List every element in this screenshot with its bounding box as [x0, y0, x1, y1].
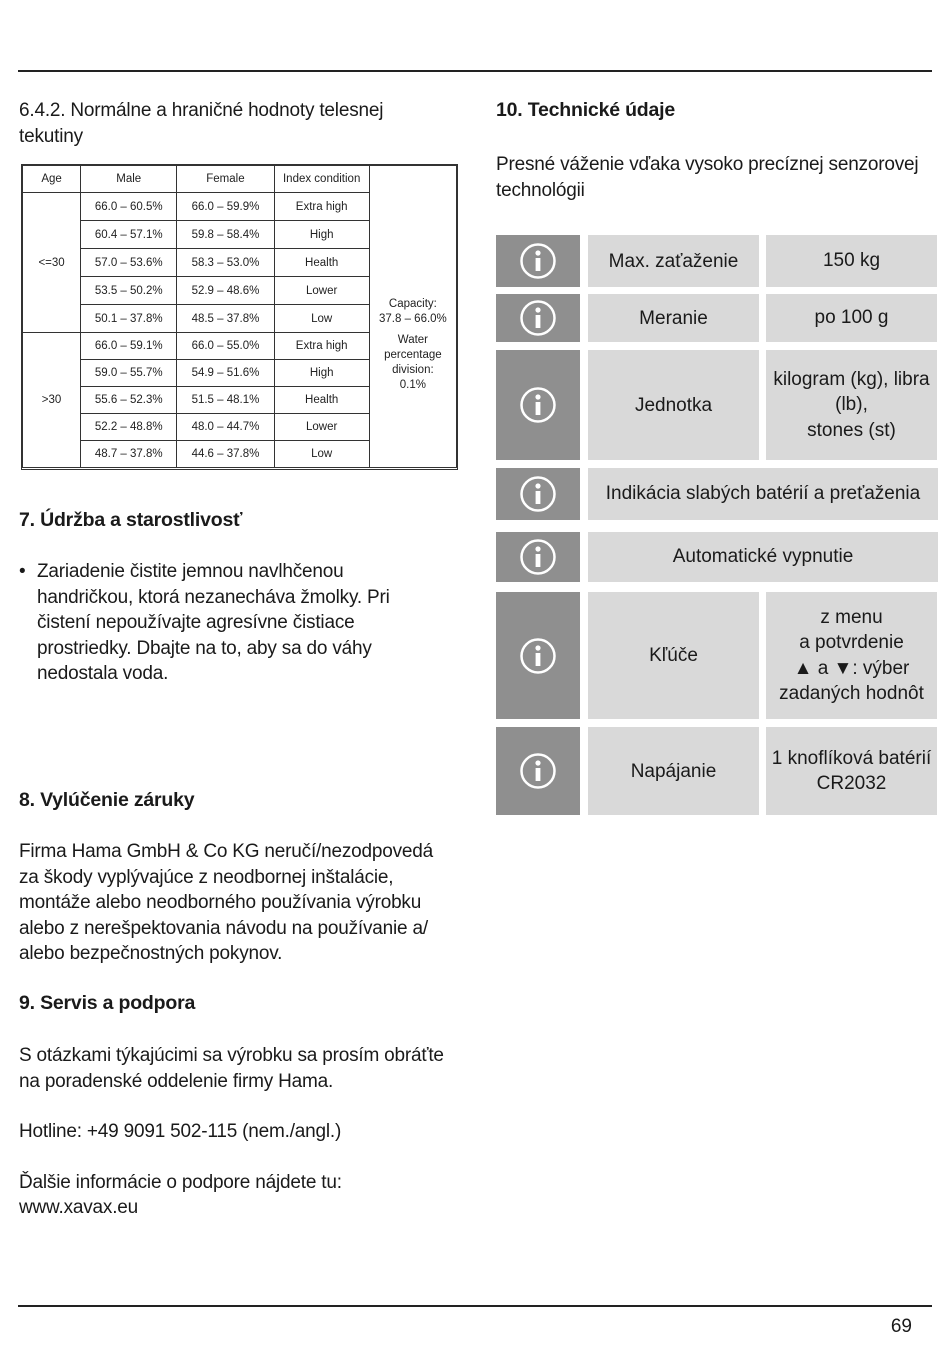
section-8-title: 8. Vylúčenie záruky [19, 789, 195, 811]
spec-row-unit [496, 350, 938, 460]
section-8-text: Firma Hama GmbH & Co KG neručí/nezodpovedá za škody vyplývajúce z neodbornej inštalácie, montáže alebo neodborného používania výrobku alebo z nerešpektovania návodu na používanie a/ alebo bezpečnostných pokynov. [19, 841, 433, 964]
section-642-title: 6.4.2. Normálne a hraničné hodnoty telesnej tekutiny [19, 100, 384, 147]
section-7-text: Zariadenie čistite jemnou navlhčenou handričkou, ktorá nezanecháva žmolky. Pri čistení nepoužívajte agresívne čistiace prostriedky. Dbajte na to, aby sa do váhy nedostala voda. [37, 561, 390, 684]
right-column [496, 98, 938, 794]
table-row: >30 66.0 – 59.1% 66.0 – 55.0% Extra high Water percentage division: 0.1% [23, 333, 457, 360]
section-7-title: 7. Údržba a starostlivosť [19, 509, 243, 531]
table-row: 50.1 – 37.8% 48.5 – 37.8% Low [23, 305, 457, 333]
table-row: 53.5 – 50.2% 52.9 – 48.6% Lower [23, 277, 457, 305]
table-row: <=30 66.0 – 60.5% 66.0 – 59.9% Extra high [23, 193, 457, 221]
info-icon [496, 294, 580, 342]
support-url[interactable]: www.xavax.eu [19, 1197, 139, 1218]
info-icon [496, 592, 580, 719]
section-9-title: 9. Servis a podpora [19, 992, 196, 1014]
bottom-rule [18, 1305, 932, 1307]
hotline: Hotline: +49 9091 502-115 (nem./angl.) [19, 1121, 342, 1142]
spec-label: Meranie [588, 294, 759, 342]
info-icon [496, 235, 580, 287]
table-row: 60.4 – 57.1% 59.8 – 58.4% High [23, 221, 457, 249]
age-cell: >30 [23, 333, 81, 468]
spec-value: z menu a potvrdenie ▲ a ▼: výber zadaných hodnôt [766, 592, 937, 719]
spec-row-keys [496, 592, 938, 719]
section-10-intro: Presné váženie vďaka vysoko precíznej senzorovej technológii [496, 154, 919, 201]
table-row: 48.7 – 37.8% 44.6 – 37.8% Low [23, 441, 457, 468]
spec-wide-text: Indikácia slabých batérií a preťaženia [588, 468, 938, 520]
spec-label: Kľúče [588, 592, 759, 719]
capacity-note: Capacity: 37.8 – 66.0% [369, 166, 456, 333]
section-9-text: S otázkami týkajúcimi sa výrobku sa prosím obráťte na poradenské oddelenie firmy Hama. [19, 1045, 444, 1092]
body-fluid-table [22, 165, 457, 468]
spec-row-max-load [496, 235, 938, 287]
section-10-title: 10. Technické údaje [496, 99, 676, 121]
table-row: 55.6 – 52.3% 51.5 – 48.1% Health [23, 387, 457, 414]
spec-row-power [496, 727, 938, 815]
spec-label: Max. zaťaženie [588, 235, 759, 287]
info-icon [496, 532, 580, 582]
page-number: 69 [890, 1316, 912, 1337]
water-note: Water percentage division: 0.1% [369, 333, 456, 468]
more-info: Ďalšie informácie o podpore nájdete tu: [19, 1172, 342, 1193]
spec-value: 1 knoflíková batérií CR2032 [766, 727, 937, 815]
th-age: Age [23, 166, 81, 193]
table-row: 52.2 – 48.8% 48.0 – 44.7% Lower [23, 414, 457, 441]
spec-label: Jednotka [588, 350, 759, 460]
info-icon [496, 350, 580, 460]
spec-label: Napájanie [588, 727, 759, 815]
th-male: Male [81, 166, 177, 193]
top-rule [18, 70, 932, 72]
th-female: Female [177, 166, 274, 193]
spec-value: po 100 g [766, 294, 937, 342]
table-row: 59.0 – 55.7% 54.9 – 51.6% High [23, 360, 457, 387]
spec-wide-text: Automatické vypnutie [588, 532, 938, 582]
spec-value: 150 kg [766, 235, 937, 287]
age-cell: <=30 [23, 193, 81, 333]
spec-value: kilogram (kg), libra (lb), stones (st) [766, 350, 937, 460]
spec-row-battery-indicator [496, 468, 938, 520]
spec-row-measure [496, 294, 938, 342]
info-icon [496, 727, 580, 815]
bullet: • [19, 561, 26, 582]
table-row: 57.0 – 53.6% 58.3 – 53.0% Health [23, 249, 457, 277]
left-column [19, 98, 459, 1218]
section-7-bullet-item [19, 559, 419, 687]
th-index: Index condition [274, 166, 369, 193]
spec-row-auto-off [496, 532, 938, 582]
info-icon [496, 468, 580, 520]
